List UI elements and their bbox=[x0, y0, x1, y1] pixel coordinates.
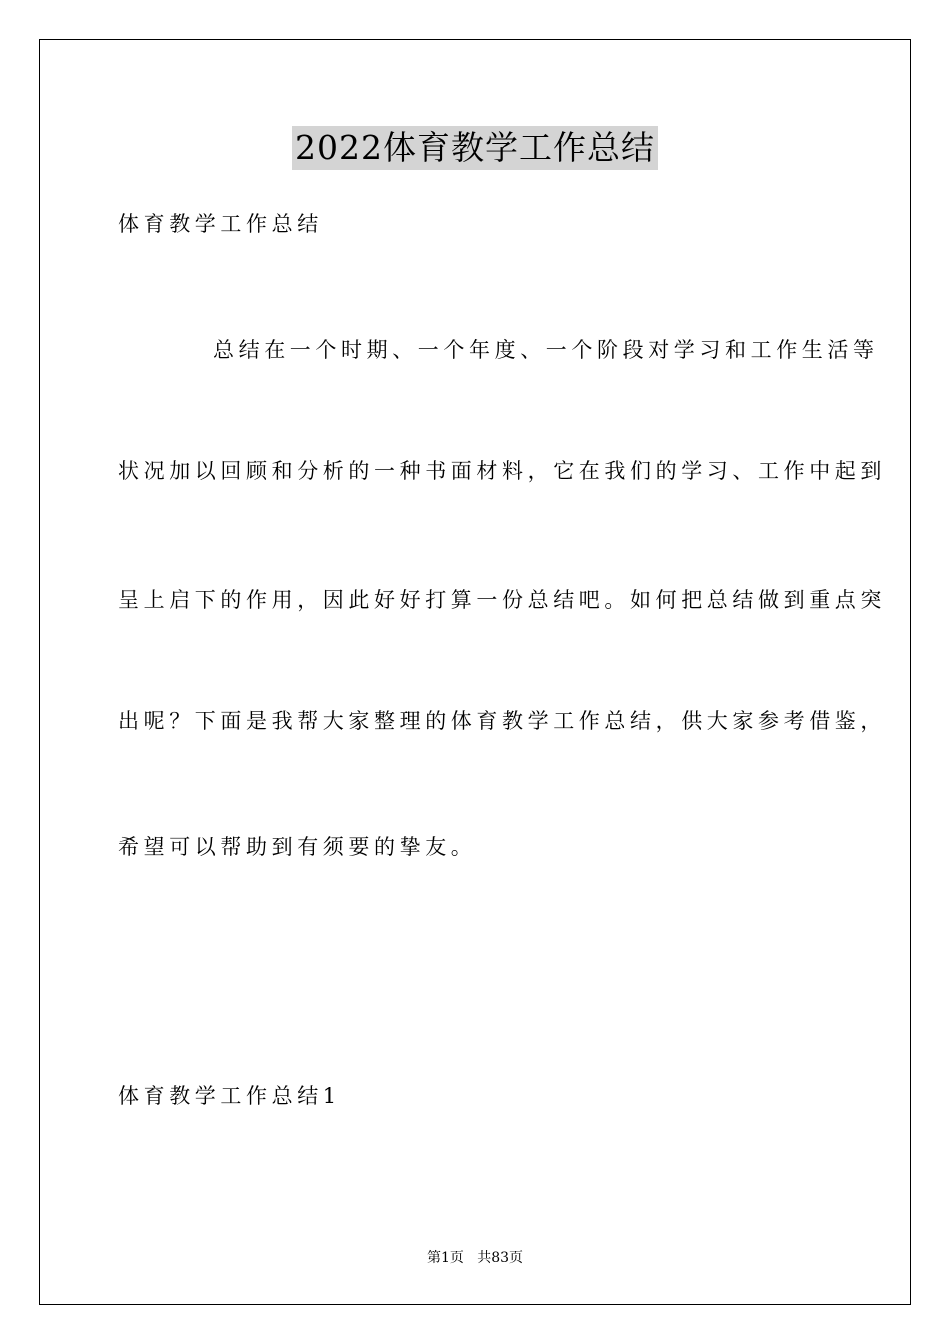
section-heading: 体育教学工作总结1 bbox=[118, 1084, 341, 1108]
page-footer: 第1页 共83页 bbox=[426, 1250, 524, 1266]
document-title-text: 2022体育教学工作总结 bbox=[292, 126, 658, 170]
intro-paragraph-line: 总结在一个时期、一个年度、一个阶段对学习和工作生活等 bbox=[213, 338, 879, 362]
intro-paragraph-line: 出呢？下面是我帮大家整理的体育教学工作总结，供大家参考借鉴， bbox=[118, 709, 886, 733]
document-title bbox=[0, 126, 950, 170]
intro-paragraph-line: 希望可以帮助到有须要的挚友。 bbox=[118, 835, 477, 859]
document-subtitle: 体育教学工作总结 bbox=[118, 212, 323, 236]
intro-paragraph-line: 状况加以回顾和分析的一种书面材料，它在我们的学习、工作中起到 bbox=[118, 459, 886, 483]
intro-paragraph-line: 呈上启下的作用，因此好好打算一份总结吧。如何把总结做到重点突 bbox=[118, 588, 886, 612]
